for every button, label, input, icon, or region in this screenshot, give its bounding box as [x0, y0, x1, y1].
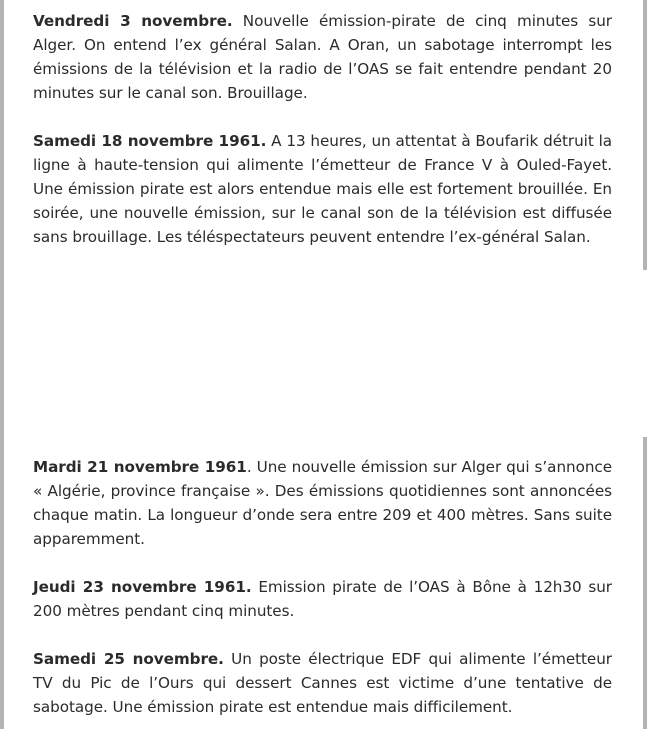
page-right-border-top — [643, 0, 647, 270]
page-left-border — [0, 0, 4, 729]
article-section-top — [33, 9, 612, 273]
entry-date: Samedi 25 novembre. — [33, 650, 224, 668]
entry-date: Jeudi 23 novembre 1961. — [33, 578, 252, 596]
entry-date: Mardi 21 novembre 1961 — [33, 458, 247, 476]
entry-text: Emission pirate de l’OAS à Bône à 12h30 sur 200 mètres pendant cinq minutes. — [33, 578, 612, 620]
entry-samedi-25-novembre — [33, 647, 612, 719]
entry-vendredi-3-novembre — [33, 9, 612, 105]
entry-date: Samedi 18 novembre 1961. — [33, 132, 267, 150]
entry-mardi-21-novembre-1961 — [33, 455, 612, 551]
entry-text: Un poste électrique EDF qui alimente l’émetteur TV du Pic de l’Ours qui dessert Cannes est victime d’une tentative de sabotage. Une émission pirate est entendue mais difficilement. — [33, 650, 612, 716]
entry-text: . Une nouvelle émission sur Alger qui s’annonce « Algérie, province française ». Des émissions quotidiennes sont annoncées chaque matin. La longueur d’onde sera entre 209 et 400 mètres. Sans suite apparemment. — [33, 458, 613, 548]
entry-text: Nouvelle émission-pirate de cinq minutes sur Alger. On entend l’ex général Salan. A Oran, un sabotage interrompt les émissions de la télévision et la radio de l’OAS se fait entendre pendant 20 minutes sur le canal son. Brouillage. — [33, 12, 613, 102]
entry-date: Vendredi 3 novembre. — [33, 12, 233, 30]
entry-jeudi-23-novembre-1961 — [33, 575, 612, 623]
entry-text: A 13 heures, un attentat à Boufarik détruit la ligne à haute-tension qui alimente l’émetteur de France V à Ouled-Fayet. Une émission pirate est alors entendue mais elle est fortement brouillée. En soirée, une nouvelle émission, sur le canal son de la télévision est diffusée sans brouillage. Les téléspectateurs peuvent entendre l’ex-général Salan. — [33, 132, 612, 246]
entry-samedi-18-novembre-1961 — [33, 129, 612, 249]
article-section-bottom — [33, 455, 612, 743]
page-right-border-bottom — [643, 437, 647, 729]
